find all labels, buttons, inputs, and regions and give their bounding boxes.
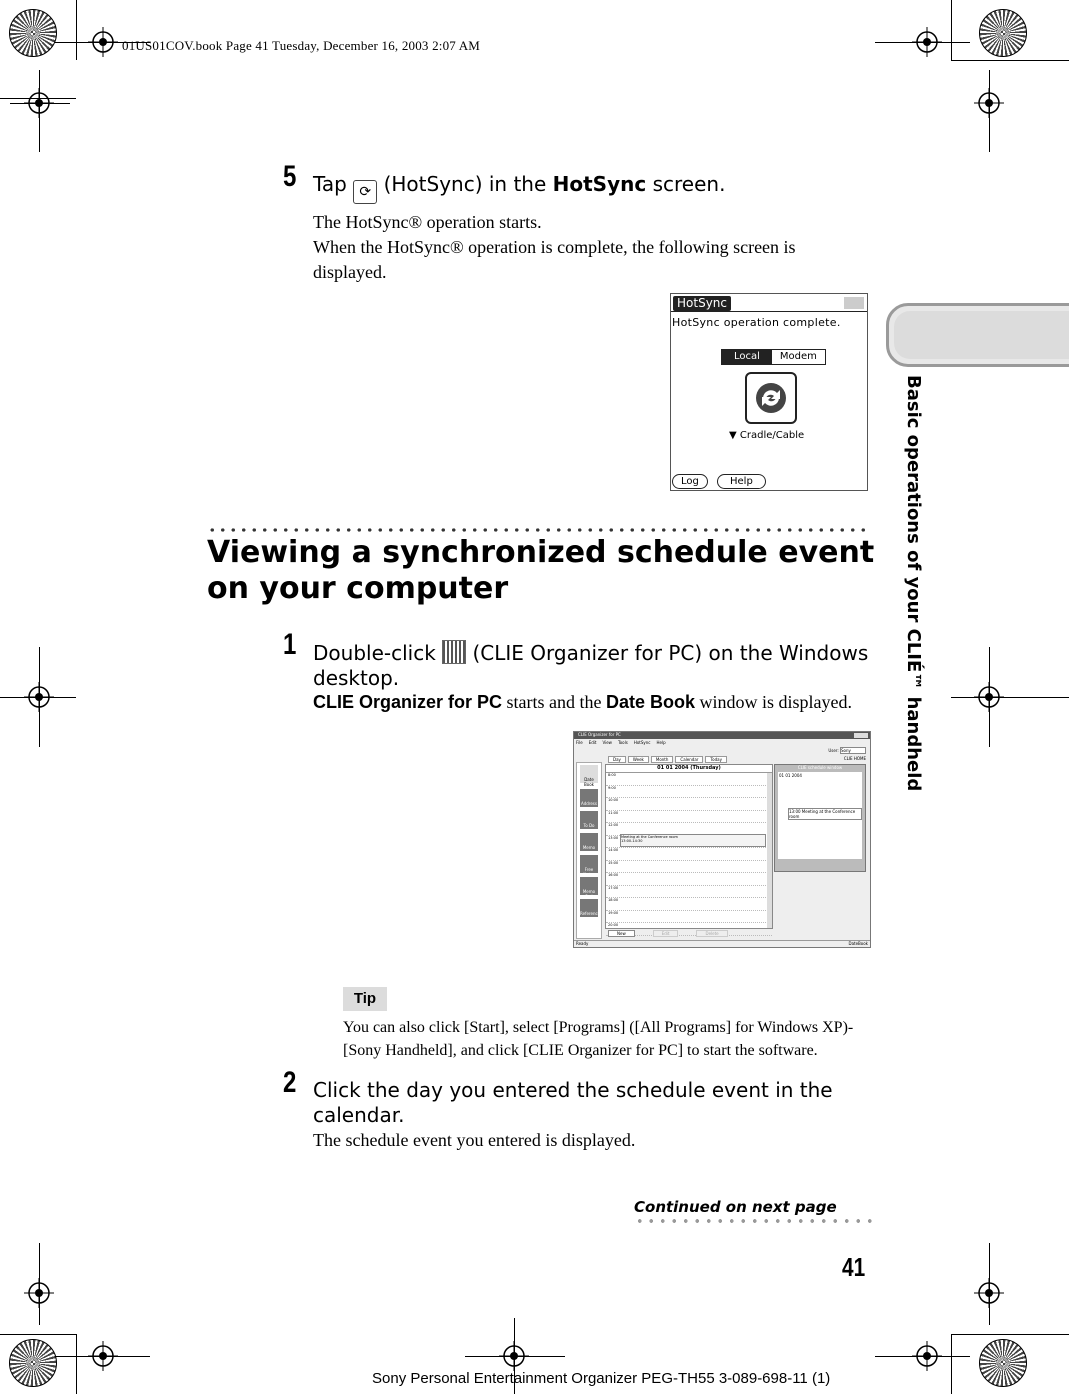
registration-mark-icon (24, 1278, 54, 1308)
tab-calendar[interactable]: Calendar (675, 756, 703, 763)
step-heading: Tap ⟳ (HotSync) in the HotSync screen. (313, 172, 725, 204)
continued-divider (634, 1217, 874, 1225)
registration-mark-icon (974, 1278, 1004, 1308)
edit-button[interactable]: Edit (653, 930, 679, 937)
time-row[interactable]: 15:00 (606, 861, 772, 874)
action-buttons (608, 930, 728, 937)
menu-tools[interactable]: Tools (617, 740, 628, 745)
time-row[interactable]: 17:00 (606, 886, 772, 899)
color-bar-wheel-icon (979, 1339, 1027, 1387)
delete-button[interactable]: Delete (696, 930, 727, 937)
clie-organizer-icon (442, 640, 466, 664)
sidebar-item-address[interactable]: Address (580, 789, 598, 807)
schedule-event[interactable]: Meeting at the Conference room 13:00-14:30 (620, 834, 766, 847)
step-number: 5 (283, 160, 297, 193)
scrollbar[interactable] (767, 773, 772, 928)
sidebar-item-memo[interactable]: Memo (580, 833, 598, 851)
side-title: Basic operations of your CLIÉ™ handheld (903, 375, 924, 792)
tab-local[interactable]: Local (722, 350, 772, 364)
battery-icon (844, 297, 864, 309)
organizer-screenshot (573, 731, 871, 948)
tip-text: You can also click [Start], select [Programs] ([All Programs] for Windows XP)-[Sony Handheld], and click [CLIE Organizer for PC] to start the software. (343, 1019, 854, 1059)
cradle-selector[interactable]: ▼ Cradle/Cable (729, 430, 805, 441)
sidebar-item-reference[interactable]: Reference (580, 899, 598, 917)
help-button[interactable]: Help (717, 474, 766, 489)
step-number: 2 (283, 1066, 297, 1099)
time-row[interactable]: 16:00 (606, 873, 772, 886)
time-row[interactable]: 10:00 (606, 798, 772, 811)
menu-file[interactable]: File (576, 740, 583, 745)
time-row[interactable]: 13:00 (606, 836, 772, 849)
window-controls[interactable] (854, 733, 868, 738)
menu-view[interactable]: View (602, 740, 612, 745)
registration-mark-icon (24, 88, 54, 118)
time-grid (606, 773, 772, 936)
schedule-panel: CLIE schedule window 01 01 2004 13:00 Meeting at the Conference room (774, 764, 866, 872)
side-tab (886, 303, 1069, 367)
step-body: The schedule event you entered is displayed. (313, 1130, 636, 1150)
step-number: 1 (283, 628, 297, 661)
step-heading: Double-click (CLIE Organizer for PC) on the Windows desktop. (313, 641, 869, 690)
tab-modem[interactable]: Modem (772, 350, 825, 364)
file-header: 01US01COV.book Page 41 Tuesday, December 16, 2003 2:07 AM (122, 38, 481, 53)
color-bar-wheel-icon (9, 1339, 57, 1387)
page-number: 41 (842, 1252, 866, 1282)
menu-help[interactable]: Help (656, 740, 666, 745)
hotsync-message: HotSync operation complete. (672, 316, 841, 329)
connection-tabs (721, 349, 826, 365)
panel-event[interactable]: 13:00 Meeting at the Conference room (788, 808, 862, 820)
status-bar: Ready DateBook (576, 941, 868, 946)
date-heading: 01 01 2004 (Thursday) (606, 765, 772, 773)
hotsync-button[interactable] (745, 372, 797, 424)
time-row[interactable]: 11:00 (606, 811, 772, 824)
time-row[interactable]: 12:00 (606, 823, 772, 836)
tab-day[interactable]: Day (608, 756, 626, 763)
hotsync-icon (747, 374, 795, 422)
section-divider (207, 526, 867, 534)
time-row[interactable]: 14:00 (606, 848, 772, 861)
time-row[interactable]: 9:00 (606, 786, 772, 799)
continued-note: Continued on next page (634, 1198, 837, 1216)
view-tabs (608, 756, 727, 763)
time-row[interactable]: 8:00 (606, 773, 772, 786)
sidebar-item-memo-pad[interactable]: Memo Pad (580, 877, 598, 895)
step-heading: Click the day you entered the schedule event in the calendar. (313, 1078, 833, 1127)
color-bar-wheel-icon (9, 9, 57, 57)
tab-today[interactable]: Today (705, 756, 727, 763)
sidebar-item-todo[interactable]: To Do (580, 811, 598, 829)
color-bar-wheel-icon (979, 9, 1027, 57)
section-title: Viewing a synchronized schedule event on your computer (207, 535, 875, 606)
tab-week[interactable]: Week (628, 756, 649, 763)
menu-hotsync[interactable]: HotSync (633, 740, 651, 745)
tip-label: Tip (343, 987, 387, 1011)
hotsync-screenshot (670, 293, 868, 491)
window-title-bar: CLIE Organizer for PC (574, 732, 870, 739)
page-footer: Sony Personal Entertainment Organizer PEG-TH55 3-089-698-11 (1) (372, 1370, 831, 1387)
time-row[interactable]: 18:00 (606, 898, 772, 911)
step-body: CLIE Organizer for PC starts and the Date Book window is displayed. (313, 692, 853, 712)
log-button[interactable]: Log (672, 474, 708, 489)
user-selector[interactable]: User: Sony (828, 747, 866, 754)
tab-month[interactable]: Month (651, 756, 674, 763)
sidebar-item-datebook[interactable]: Date Book (580, 765, 598, 783)
sidebar-item-free-notes[interactable]: Free Notes (580, 855, 598, 873)
triangle-down-icon: ▼ (729, 430, 737, 441)
registration-mark-icon (974, 88, 1004, 118)
clie-home-link[interactable]: CLIE HOME (843, 756, 866, 761)
new-button[interactable]: New (608, 930, 635, 937)
menu-bar (576, 740, 666, 745)
time-row[interactable]: 20:00 (606, 923, 772, 936)
app-sidebar (576, 762, 602, 939)
hotsync-icon: ⟳ (353, 180, 377, 204)
day-view (605, 764, 773, 929)
step-body: The HotSync® operation starts. When the HotSync® operation is complete, the following screen is displayed. (313, 212, 796, 282)
time-row[interactable]: 19:00 (606, 911, 772, 924)
hotsync-title: HotSync (673, 296, 731, 311)
menu-edit[interactable]: Edit (588, 740, 597, 745)
